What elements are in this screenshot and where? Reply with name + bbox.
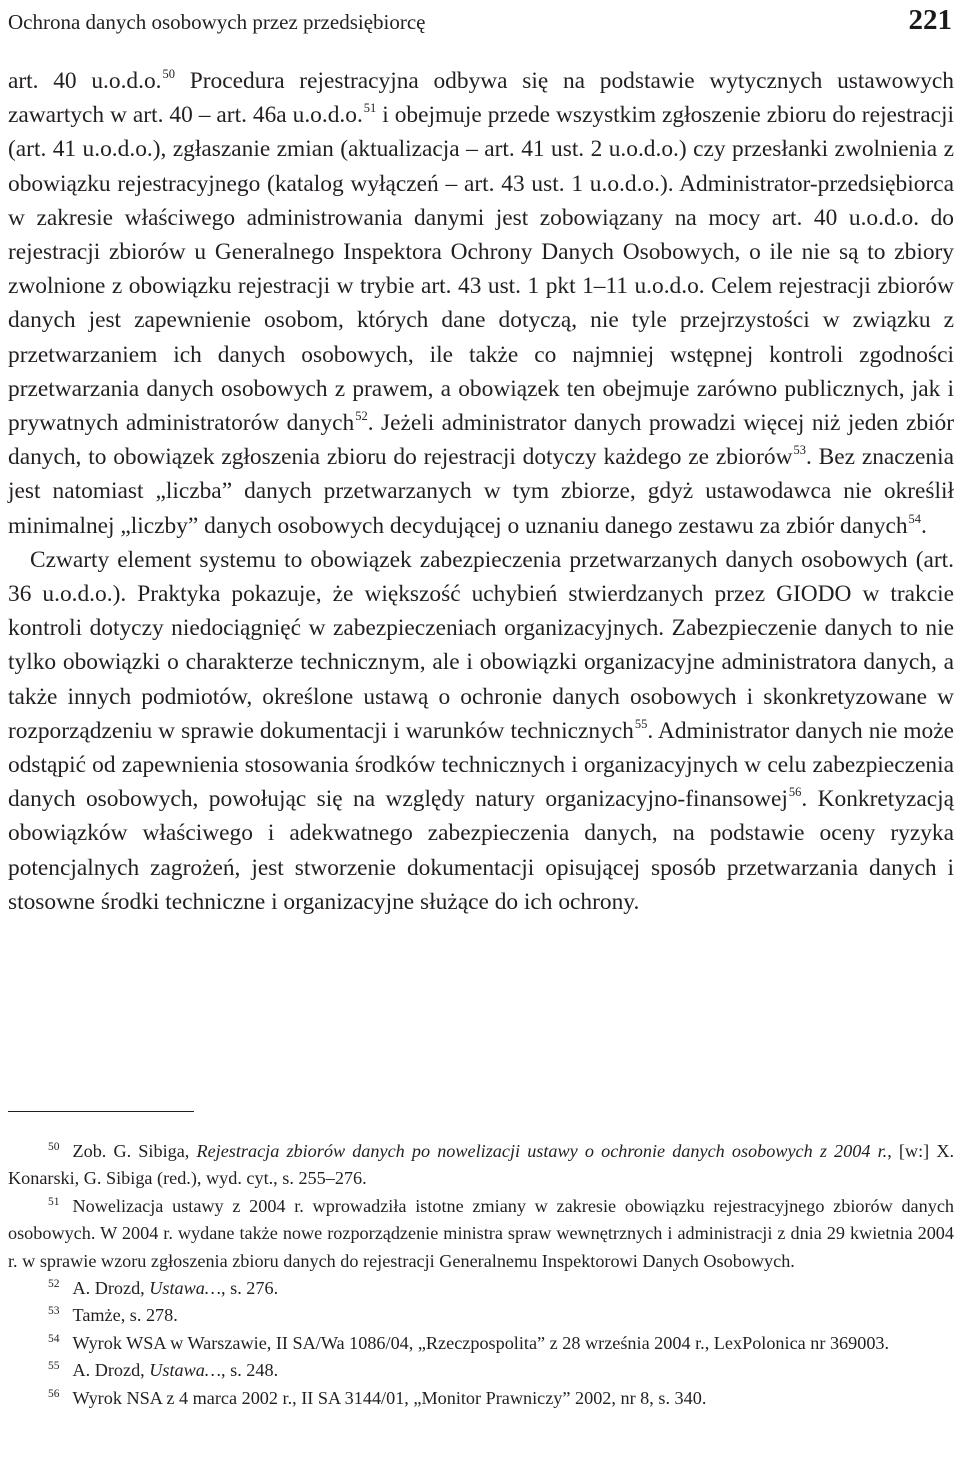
footnote-text: A. Drozd,: [72, 1360, 150, 1381]
text-run: i obejmuje przede wszystkim zgłoszenie zbioru do rejestracji (art. 41 u.o.d.o.), zgłaszanie zmian (aktualizacja – art. 41 ust. 2 u.o.d.o.) czy przesłanki zwolnienia z obowiązku rejestracyjnego (katalog wyłączeń – art. 43 ust. 1 u.o.d.o.). Administrator-przedsiębiorca w zakresie właściwego administrowania danymi jest zobowiązany na mocy art. 40 u.o.d.o. do rejestracji zbiorów u Generalnego Inspektora Ochrony Danych Osobowych, o ile nie są to zbiory zwolnione z obowiązku rejestracji w trybie art. 43 ust. 1 pkt 1–11 u.o.d.o. Celem rejestracji zbiorów danych jest zapewnienie osobom, których dane dotyczą, nie tyle przejrzystości w związku z przetwarzaniem ich danych osobowych, ile także co najmniej wstępnej kontroli zgodności przetwarzania danych osobowych z prawem, a obowiązek ten obejmuje zarówno publicznych, jak i prywatnych administratorów danych: [8, 102, 954, 437]
footnote-55: [8, 1357, 954, 1384]
running-head: [8, 4, 954, 40]
text-run: . Jeżeli administrator danych prowadzi więcej niż jeden zbiór danych, to obowiązek zgłoszenia zbioru do rejestracji dotyczy każdego ze zbiorów: [8, 410, 955, 471]
footnote-text: A. Drozd,: [72, 1278, 150, 1299]
footnote-divider: [8, 1111, 194, 1112]
footnote-ref-53[interactable]: 53: [793, 443, 806, 458]
footnote-ref-51[interactable]: 51: [363, 101, 377, 116]
text-run: . Bez znaczenia jest natomiast „liczba” danych przetwarzanych w tym zbiorze, gdyż ustawodawca nie określił minimalnej „liczby” danych osobowych decydującej o uznaniu danego zestawu za zbiór danych: [8, 444, 955, 539]
footnote-text: Zob. G. Sibiga,: [72, 1141, 197, 1161]
footnote-number: 54: [48, 1332, 60, 1345]
footnote-number: 51: [48, 1195, 60, 1208]
footnote-text: Nowelizacja ustawy z 2004 r. wprowadziła istotne zmiany w zakresie obowiązku rejestracyjnego zbiorów danych osobowych. W 2004 r. wydane także nowe rozporządzenie ministra spraw wewnętrznych i administracji z dnia 29 kwietnia 2004 r. w sprawie wzoru zgłoszenia zbioru danych do rejestracji Generalnemu Inspektorowi Danych Osobowych.: [8, 1195, 954, 1271]
text-run: .: [921, 512, 927, 539]
footnote-53: [8, 1302, 954, 1329]
footnote-number: 50: [48, 1141, 60, 1153]
footnote-number: 52: [48, 1278, 60, 1291]
footnote-number: 55: [48, 1360, 60, 1373]
footnote-56: [8, 1385, 954, 1412]
page-number: 221: [908, 4, 952, 36]
footnote-text: , s. 276.: [221, 1278, 279, 1299]
footnote-number: 56: [48, 1387, 60, 1400]
running-title: Ochrona danych osobowych przez przedsiębiorcę: [8, 10, 426, 34]
footnote-54: [8, 1330, 954, 1357]
footnotes: [8, 1138, 954, 1412]
text-run: art. 40 u.o.d.o.: [8, 68, 162, 94]
text-run: Procedura rejestracyjna odbywa się na podstawie wytycznych ustawowych zawartych w art. 40 – art. 46a u.o.d.o.: [8, 68, 954, 129]
footnote-title: Ustawa…: [149, 1360, 222, 1381]
footnote-text: Tamże, s. 278.: [72, 1305, 178, 1326]
footnote-ref-50[interactable]: 50: [162, 67, 176, 81]
paragraph-security: [8, 543, 954, 919]
footnote-number: 53: [48, 1305, 60, 1318]
paragraph-registration: [8, 64, 954, 543]
footnote-ref-55[interactable]: 55: [634, 716, 648, 731]
footnote-text: Wyrok NSA z 4 marca 2002 r., II SA 3144/01, „Monitor Prawniczy” 2002, nr 8, s. 340.: [72, 1387, 707, 1408]
text-run: Czwarty element systemu to obowiązek zabezpieczenia przetwarzanych danych osobowych (art. 36 u.o.d.o.). Praktyka pokazuje, że większość uchybień stwierdzanych przez GIODO w trakcie kontroli dotyczy niedociągnięć w zabezpieczeniach organizacyjnych. Zabezpieczenie danych to nie tylko obowiązki o charakterze technicznym, ale i obowiązki organizacyjne administratora danych, a także innych podmiotów, określone ustawą o ochronie danych osobowych i skonkretyzowane w rozporządzeniu w sprawie dokumentacji i warunków technicznych: [8, 546, 954, 744]
text-run: . Konkretyzacją obowiązków właściwego i adekwatnego zabezpieczenia danych, na podstawie oceny ryzyka potencjalnych zagrożeń, jest stworzenie dokumentacji opisującej sposób przetwarzania danych i stosowne środki techniczne i organizacyjne służące do ich ochrony.: [8, 786, 954, 915]
footnote-52: [8, 1275, 954, 1302]
footnote-ref-56[interactable]: 56: [788, 785, 802, 800]
footnote-ref-54[interactable]: 54: [908, 511, 922, 526]
footnote-text: , [w:] X. Konarski, G. Sibiga (red.), wyd. cyt., s. 255–276.: [8, 1141, 954, 1189]
footnote-text: Wyrok WSA w Warszawie, II SA/Wa 1086/04, „Rzeczpospolita” z 28 września 2004 r., LexPolonica nr 369003.: [72, 1332, 890, 1353]
footnote-title: Ustawa…: [149, 1278, 222, 1299]
footnote-ref-52[interactable]: 52: [355, 409, 368, 424]
body-text: [8, 64, 954, 919]
footnote-text: , s. 248.: [221, 1360, 279, 1381]
footnote-51: [8, 1193, 954, 1275]
footnote-title: Rejestracja zbiorów danych po nowelizacji ustawy o ochronie danych osobowych z 2004 r.: [196, 1141, 888, 1161]
text-run: . Administrator danych nie może odstąpić od zapewnienia stosowania środków technicznych i organizacyjnych w celu zabezpieczenia danych osobowych, powołując się na względy natury organizacyjno-finansowej: [8, 717, 955, 813]
footnote-50: [8, 1138, 954, 1193]
